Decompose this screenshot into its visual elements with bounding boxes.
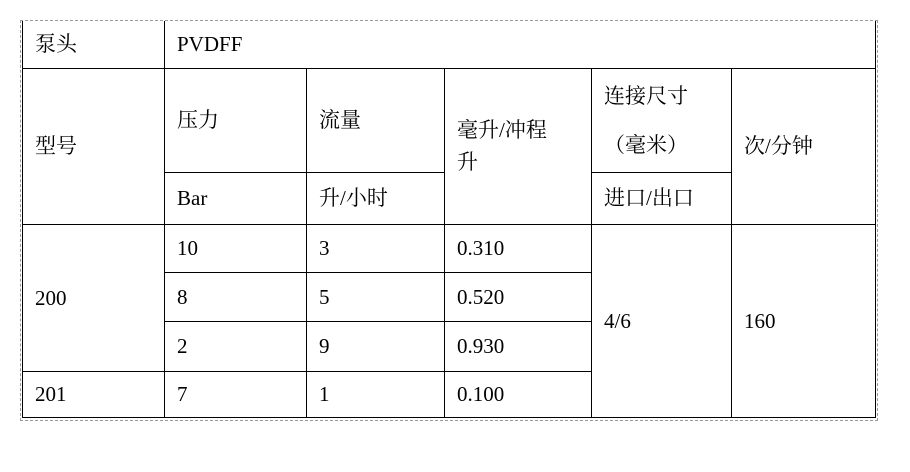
ml-per-stroke-line2: 升 [457,150,478,174]
cell-model-label: 型号 [23,68,165,224]
cell-pressure-value-2: 8 [165,272,307,321]
cell-pressure-value-4: 7 [165,371,307,417]
cell-ml-value-3: 0.930 [445,321,592,371]
cell-connection-sub-label: 进口/出口 [592,172,732,224]
cell-pump-head-value: PVDFF [165,21,876,68]
cell-pressure-value-3: 2 [165,321,307,371]
cell-strokes-value: 160 [732,224,876,417]
cell-flow-unit: 升/小时 [307,172,445,224]
table-row [23,224,876,272]
pump-spec-table-grid [22,21,876,418]
cell-pressure-value-1: 10 [165,224,307,272]
cell-ml-value-4: 0.100 [445,371,592,417]
connection-line1: 连接尺寸 [604,83,688,108]
cell-flow-value-4: 1 [307,371,445,417]
row-pump-head [23,21,876,68]
cell-pump-head-label: 泵头 [23,21,165,68]
cell-flow-value-2: 5 [307,272,445,321]
cell-ml-per-stroke-label [445,68,592,224]
cell-flow-label: 流量 [307,68,445,172]
cell-flow-value-1: 3 [307,224,445,272]
cell-connection-value: 4/6 [592,224,732,417]
cell-ml-value-2: 0.520 [445,272,592,321]
cell-ml-value-1: 0.310 [445,224,592,272]
cell-connection-label [592,68,732,172]
cell-model-200: 200 [23,224,165,371]
connection-line2: （毫米） [604,132,688,157]
cell-pressure-label: 压力 [165,68,307,172]
ml-per-stroke-line1: 毫升/冲程 [457,118,547,142]
cell-strokes-per-min-label: 次/分钟 [732,68,876,224]
pump-spec-table [20,20,878,421]
row-header-top [23,68,876,172]
cell-flow-value-3: 9 [307,321,445,371]
cell-pressure-unit: Bar [165,172,307,224]
cell-model-201: 201 [23,371,165,417]
